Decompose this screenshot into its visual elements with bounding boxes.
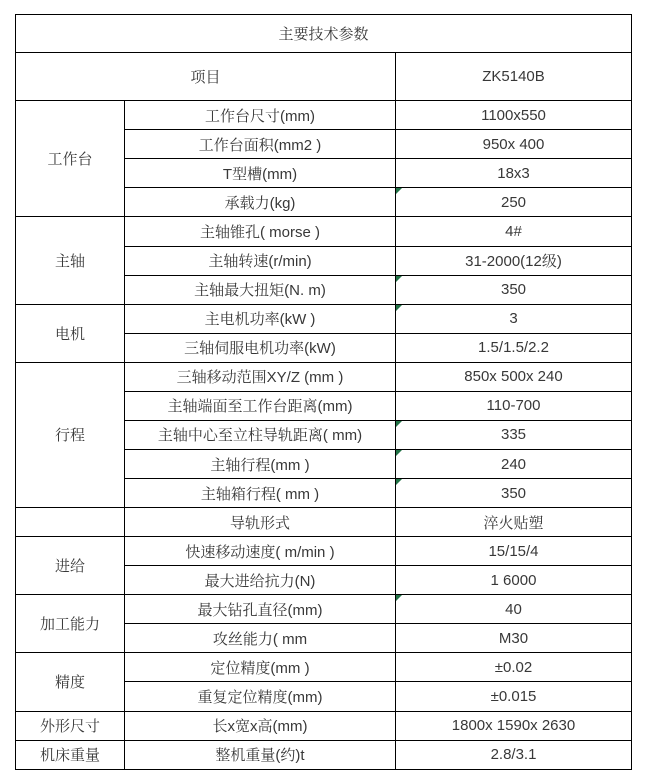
value-cell [396,333,632,362]
value-text: 1100x550 [481,106,546,124]
value-text: 4# [505,223,522,240]
param-cell: 主轴锥孔( morse ) [125,217,396,246]
value-text: 350 [500,281,527,299]
value-text: 1 6000 [490,571,537,589]
table-title: 主要技术参数 [16,15,632,53]
param-cell: 承载力(kg) [125,188,396,217]
value-cell [396,624,632,653]
value-cell [396,101,632,130]
table-row [16,711,632,740]
value-text: 15/15/4 [488,542,539,560]
table-row [16,217,632,246]
group-cell-dimensions: 外形尺寸 [16,711,125,740]
param-cell: 三轴移动范围XY/Z (mm ) [125,362,396,391]
value-cell [396,420,632,449]
value-cell [396,537,632,566]
value-text: 1800x 1590x 2630 [451,717,576,735]
value-cell [396,391,632,420]
group-cell-weight: 机床重量 [16,740,125,769]
param-cell: 长x宽x高(mm) [125,711,396,740]
value-text: 250 [500,193,527,211]
model-header-cell: ZK5140B [396,53,632,101]
group-cell-empty [16,508,125,537]
error-indicator-icon [396,450,402,456]
value-cell [396,595,632,624]
param-cell: 三轴伺服电机功率(kW) [125,333,396,362]
param-cell: T型槽(mm) [125,159,396,188]
value-text: 40 [505,600,522,618]
table-row [16,740,632,769]
param-cell: 攻丝能力( mm [125,624,396,653]
table-title-row [16,15,632,53]
table-row [16,537,632,566]
value-cell [396,159,632,188]
param-cell: 重复定位精度(mm) [125,682,396,711]
table-row [16,595,632,624]
table-row [16,508,632,537]
value-cell [396,653,632,682]
param-cell: 工作台面积(mm2 ) [125,130,396,159]
value-cell [396,740,632,769]
value-text: 2.8/3.1 [490,746,537,764]
table-header-row [16,53,632,101]
param-cell: 主轴行程(mm ) [125,449,396,478]
value-text: 950x 400 [482,135,545,153]
group-cell-precision: 精度 [16,653,125,711]
value-text: 850x 500x 240 [464,368,563,386]
table-row [16,101,632,130]
param-cell: 定位精度(mm ) [125,653,396,682]
error-indicator-icon [396,188,402,194]
group-cell-travel: 行程 [16,362,125,507]
value-cell [396,362,632,391]
value-cell [396,188,632,217]
value-cell [396,682,632,711]
table-row [16,304,632,333]
param-cell: 主轴中心至立柱导轨距离( mm) [125,420,396,449]
group-cell-worktable: 工作台 [16,101,125,217]
error-indicator-icon [396,421,402,427]
value-cell [396,479,632,508]
value-cell [396,508,632,537]
value-cell [396,449,632,478]
value-cell [396,130,632,159]
group-cell-spindle: 主轴 [16,217,125,304]
param-cell: 主轴端面至工作台距离(mm) [125,391,396,420]
value-text: 240 [500,455,527,473]
table-row [16,362,632,391]
value-text: ±0.02 [494,658,533,676]
param-cell: 最大钻孔直径(mm) [125,595,396,624]
error-indicator-icon [396,305,402,311]
value-text: 1.5/1.5/2.2 [478,339,549,357]
value-cell [396,304,632,333]
param-cell: 快速移动速度( m/min ) [125,537,396,566]
value-text: 18x3 [497,164,530,182]
value-text: 3 [509,310,518,328]
value-text: 31-2000(12级) [465,253,562,271]
param-cell: 导轨形式 [125,508,396,537]
value-text: 335 [500,426,527,444]
table-row [16,653,632,682]
value-text: ±0.015 [490,688,537,705]
error-indicator-icon [396,595,402,601]
value-text: 350 [500,484,527,502]
error-indicator-icon [396,479,402,485]
item-header-cell: 项目 [16,53,396,101]
param-cell: 主轴转速(r/min) [125,246,396,275]
param-cell: 主轴箱行程( mm ) [125,479,396,508]
value-text: 110-700 [486,397,541,415]
value-cell [396,275,632,304]
value-text: M30 [498,629,529,647]
specs-table [15,14,632,770]
value-cell [396,246,632,275]
group-cell-capacity: 加工能力 [16,595,125,653]
param-cell: 最大进给抗力(N) [125,566,396,595]
param-cell: 主电机功率(kW ) [125,304,396,333]
param-cell: 整机重量(约)t [125,740,396,769]
value-text: 淬火贴塑 [483,514,544,532]
param-cell: 主轴最大扭矩(N. m) [125,275,396,304]
error-indicator-icon [396,276,402,282]
param-cell: 工作台尺寸(mm) [125,101,396,130]
value-cell [396,217,632,246]
group-cell-feed: 进给 [16,537,125,595]
group-cell-motor: 电机 [16,304,125,362]
value-cell [396,711,632,740]
value-cell [396,566,632,595]
